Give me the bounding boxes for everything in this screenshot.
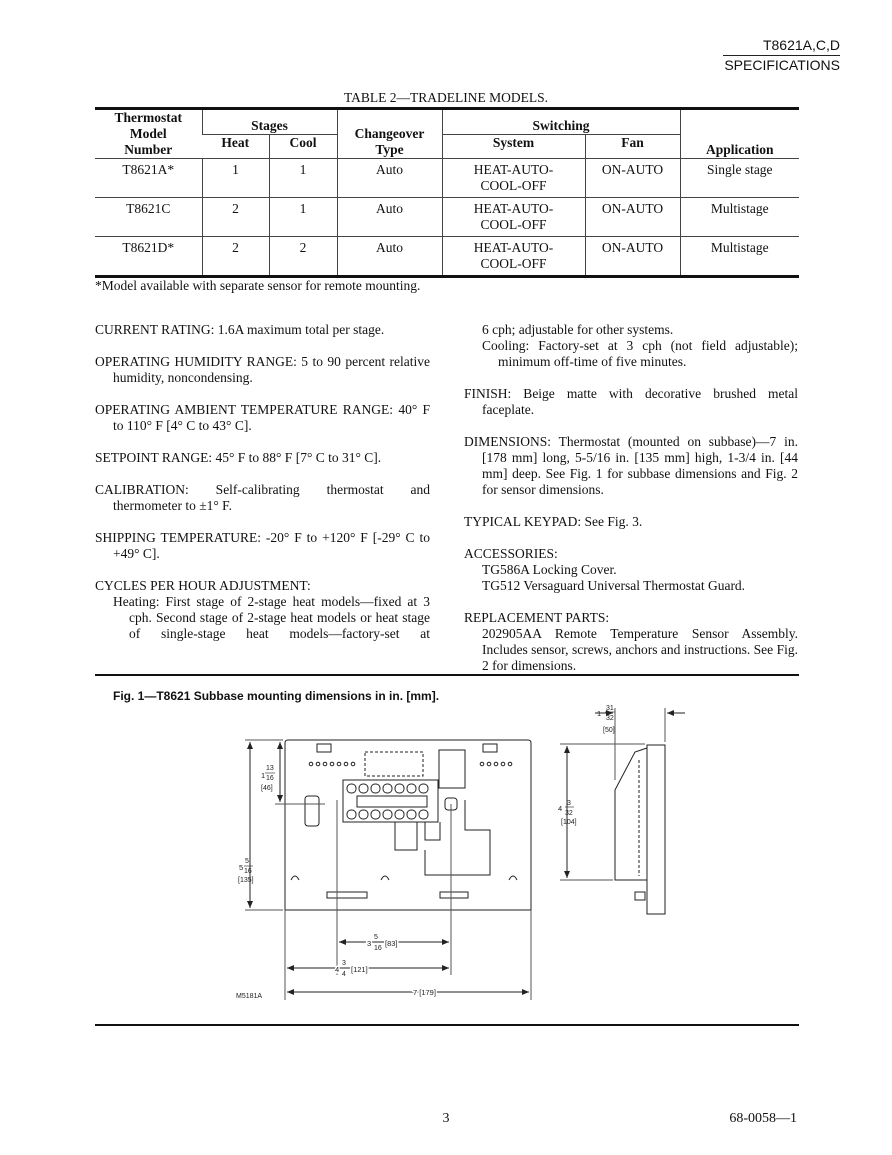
dim-depth-den: 32 (606, 715, 614, 722)
bottom-tab (327, 892, 367, 898)
clip (291, 876, 299, 880)
cell-text: COOL-OFF (480, 217, 547, 232)
spec-replacement-item: 202905AA Remote Temperature Sensor Assembly. Includes sensor, screws, anchors and instructions. See Fig. 2 for dimensions. (482, 626, 798, 673)
clip (381, 876, 389, 880)
cell-changeover: Auto (337, 198, 442, 237)
mounting-slot (305, 796, 319, 826)
bottom-tab (440, 892, 468, 898)
cell-cool: 2 (269, 237, 337, 277)
spec-accessory-item: TG586A Locking Cover. (482, 562, 617, 577)
col-header-stages: Stages (202, 109, 337, 135)
cell-fan: ON-AUTO (585, 237, 680, 277)
display-window-outline (365, 752, 423, 776)
col-header-cool: Cool (269, 134, 337, 158)
spec-current-rating: CURRENT RATING: 1.6A maximum total per stage. (95, 322, 385, 337)
mounting-tab (483, 744, 497, 752)
dim-top-mm: [46] (261, 785, 273, 792)
cell-model: T8621A* (95, 159, 202, 198)
clip (509, 876, 517, 880)
cell-heat: 1 (202, 159, 269, 198)
dim-top-den: 16 (266, 775, 274, 782)
dim-height-den: 32 (565, 810, 573, 817)
dim-top-num: 13 (266, 765, 274, 772)
cell-text: COOL-OFF (480, 178, 547, 193)
col-header-model (95, 109, 202, 159)
header-text: Number (124, 142, 173, 157)
cell-text: HEAT-AUTO- (473, 162, 554, 177)
spec-humidity: OPERATING HUMIDITY RANGE: 5 to 90 percent relative humidity, noncondensing. (95, 354, 430, 385)
cell-fan: ON-AUTO (585, 159, 680, 198)
spec-calibration: CALIBRATION: Self-calibrating thermostat and thermometer to ±1° F. (95, 482, 430, 513)
spec-accessories-heading: ACCESSORIES: (464, 546, 558, 561)
side-view-cover (615, 748, 647, 880)
cell-model: T8621C (95, 198, 202, 237)
cell-changeover: Auto (337, 159, 442, 198)
page-number: 3 (442, 1111, 450, 1126)
specs-left-column (95, 322, 430, 642)
cell-changeover: Auto (337, 237, 442, 277)
col-header-changeover (337, 109, 442, 159)
page-header (723, 36, 840, 74)
spec-accessory-item: TG512 Versaguard Universal Thermostat Guard. (482, 578, 746, 593)
cell-application: Single stage (680, 159, 799, 198)
arrowheads (247, 710, 674, 995)
dim-inner-mm: [83] (385, 939, 398, 948)
spec-dimensions: DIMENSIONS: Thermostat (mounted on subbase)—7 in. [178 mm] long, 5-5/16 in. [135 mm] high, 1-3/4 in. [44 mm] deep. See Fig. 1 for subbase dimensions and Fig. 2 for sensor dimensions. (464, 434, 798, 497)
circuit-outline (425, 800, 490, 875)
dim-total-whole: 5 (239, 863, 244, 872)
spec-finish: FINISH: Beige matte with decorative brushed metal faceplate. (464, 386, 798, 417)
dim-depth-mm: [50] (603, 727, 615, 734)
dim-mid-den: 4 (342, 971, 346, 978)
side-view-body (647, 745, 665, 914)
subbase-dimension-drawing (95, 680, 799, 1020)
dim-inner-den: 16 (374, 945, 382, 952)
cell-system (442, 159, 585, 198)
spec-ambient-temp: OPERATING AMBIENT TEMPERATURE RANGE: 40° F to 110° F [4° C to 43° C]. (95, 402, 430, 433)
cell-model: T8621D* (95, 237, 202, 277)
spec-setpoint: SETPOINT RANGE: 45° F to 88° F [7° C to 31° C]. (95, 450, 382, 465)
document-number: 68-0058—1 (729, 1111, 797, 1126)
cell-fan: ON-AUTO (585, 198, 680, 237)
tradeline-models-table (95, 107, 799, 278)
col-header-application: Application (680, 109, 799, 159)
wire-channel (425, 822, 440, 840)
spec-keypad: TYPICAL KEYPAD: See Fig. 3. (464, 514, 643, 529)
side-view-tab (635, 892, 645, 900)
dim-height-whole: 4 (558, 804, 563, 813)
figure-bottom-rule (95, 1024, 799, 1026)
table-row (95, 237, 799, 277)
spec-cycles-heating: Heating: First stage of 2-stage heat models—fixed at 3 cph. Second stage of 2-stage heat models or heat stage of single-stage heat models—factory-set at (113, 594, 430, 641)
cell-system (442, 237, 585, 277)
cell-cool: 1 (269, 159, 337, 198)
dim-top-whole: 1 (261, 771, 266, 780)
drawing-id: M5181A (236, 993, 263, 1000)
terminal-label-bar (357, 796, 427, 807)
spec-replacement-heading: REPLACEMENT PARTS: (464, 610, 610, 625)
header-text: Thermostat (114, 110, 182, 125)
cell-system (442, 198, 585, 237)
cell-application: Multistage (680, 237, 799, 277)
header-section: SPECIFICATIONS (724, 57, 840, 73)
dim-mid-mm: [121] (351, 965, 368, 974)
cell-text: COOL-OFF (480, 256, 547, 271)
table-footnote: *Model available with separate sensor for remote mounting. (95, 278, 421, 293)
cell-text: HEAT-AUTO- (473, 240, 554, 255)
cell-application: Multistage (680, 198, 799, 237)
table-row (95, 159, 799, 198)
spec-shipping-temp: SHIPPING TEMPERATURE: -20° F to +120° F [-29° C to +49° C]. (95, 530, 430, 561)
dim-height-num: 3 (567, 800, 571, 807)
dim-depth-num: 31 (606, 705, 614, 712)
dim-total-den: 16 (244, 868, 252, 875)
table-title: TABLE 2—TRADELINE MODELS. (343, 90, 549, 105)
cell-text: HEAT-AUTO- (473, 201, 554, 216)
dim-mid-num: 3 (342, 960, 346, 967)
header-model: T8621A,C,D (723, 36, 840, 56)
col-header-switching: Switching (442, 109, 680, 135)
dim-total-num: 5 (245, 858, 249, 865)
specs-right-column (464, 322, 798, 674)
spec-cycles-cooling: Cooling: Factory-set at 3 cph (not field adjustable); minimum off-time of five minutes. (482, 338, 798, 369)
subbase-front-outline (285, 740, 531, 910)
dim-total-mm: [135] (238, 877, 254, 884)
table-row (95, 198, 799, 237)
mounting-tab (317, 744, 331, 752)
cell-cool: 1 (269, 198, 337, 237)
col-header-system: System (442, 134, 585, 158)
header-text: Changeover (354, 126, 425, 141)
terminal-dot-row-left (309, 762, 355, 766)
figure-caption: Fig. 1—T8621 Subbase mounting dimensions in in. [mm]. (113, 689, 440, 703)
dim-inner-whole: 3 (367, 939, 372, 948)
wire-channel (395, 822, 417, 850)
cell-heat: 2 (202, 237, 269, 277)
header-text: Model (129, 126, 167, 141)
terminal-dot-row-right (480, 762, 512, 766)
relay-block (439, 750, 465, 788)
dim-mid-whole: 4 (335, 965, 340, 974)
dim-inner-num: 5 (374, 934, 378, 941)
col-header-heat: Heat (221, 134, 250, 150)
spec-cycles-heading: CYCLES PER HOUR ADJUSTMENT: (95, 578, 311, 593)
col-header-fan: Fan (585, 134, 680, 158)
terminal-screws (347, 784, 428, 819)
figure-top-rule (95, 674, 799, 676)
dim-height-mm: [104] (561, 819, 577, 826)
dim-depth-whole: 1 (597, 709, 602, 718)
dim-width: 7 [179] (413, 988, 436, 997)
header-text: Type (375, 142, 404, 157)
cell-heat: 2 (202, 198, 269, 237)
spec-cycles-continued: 6 cph; adjustable for other systems. (482, 322, 674, 337)
